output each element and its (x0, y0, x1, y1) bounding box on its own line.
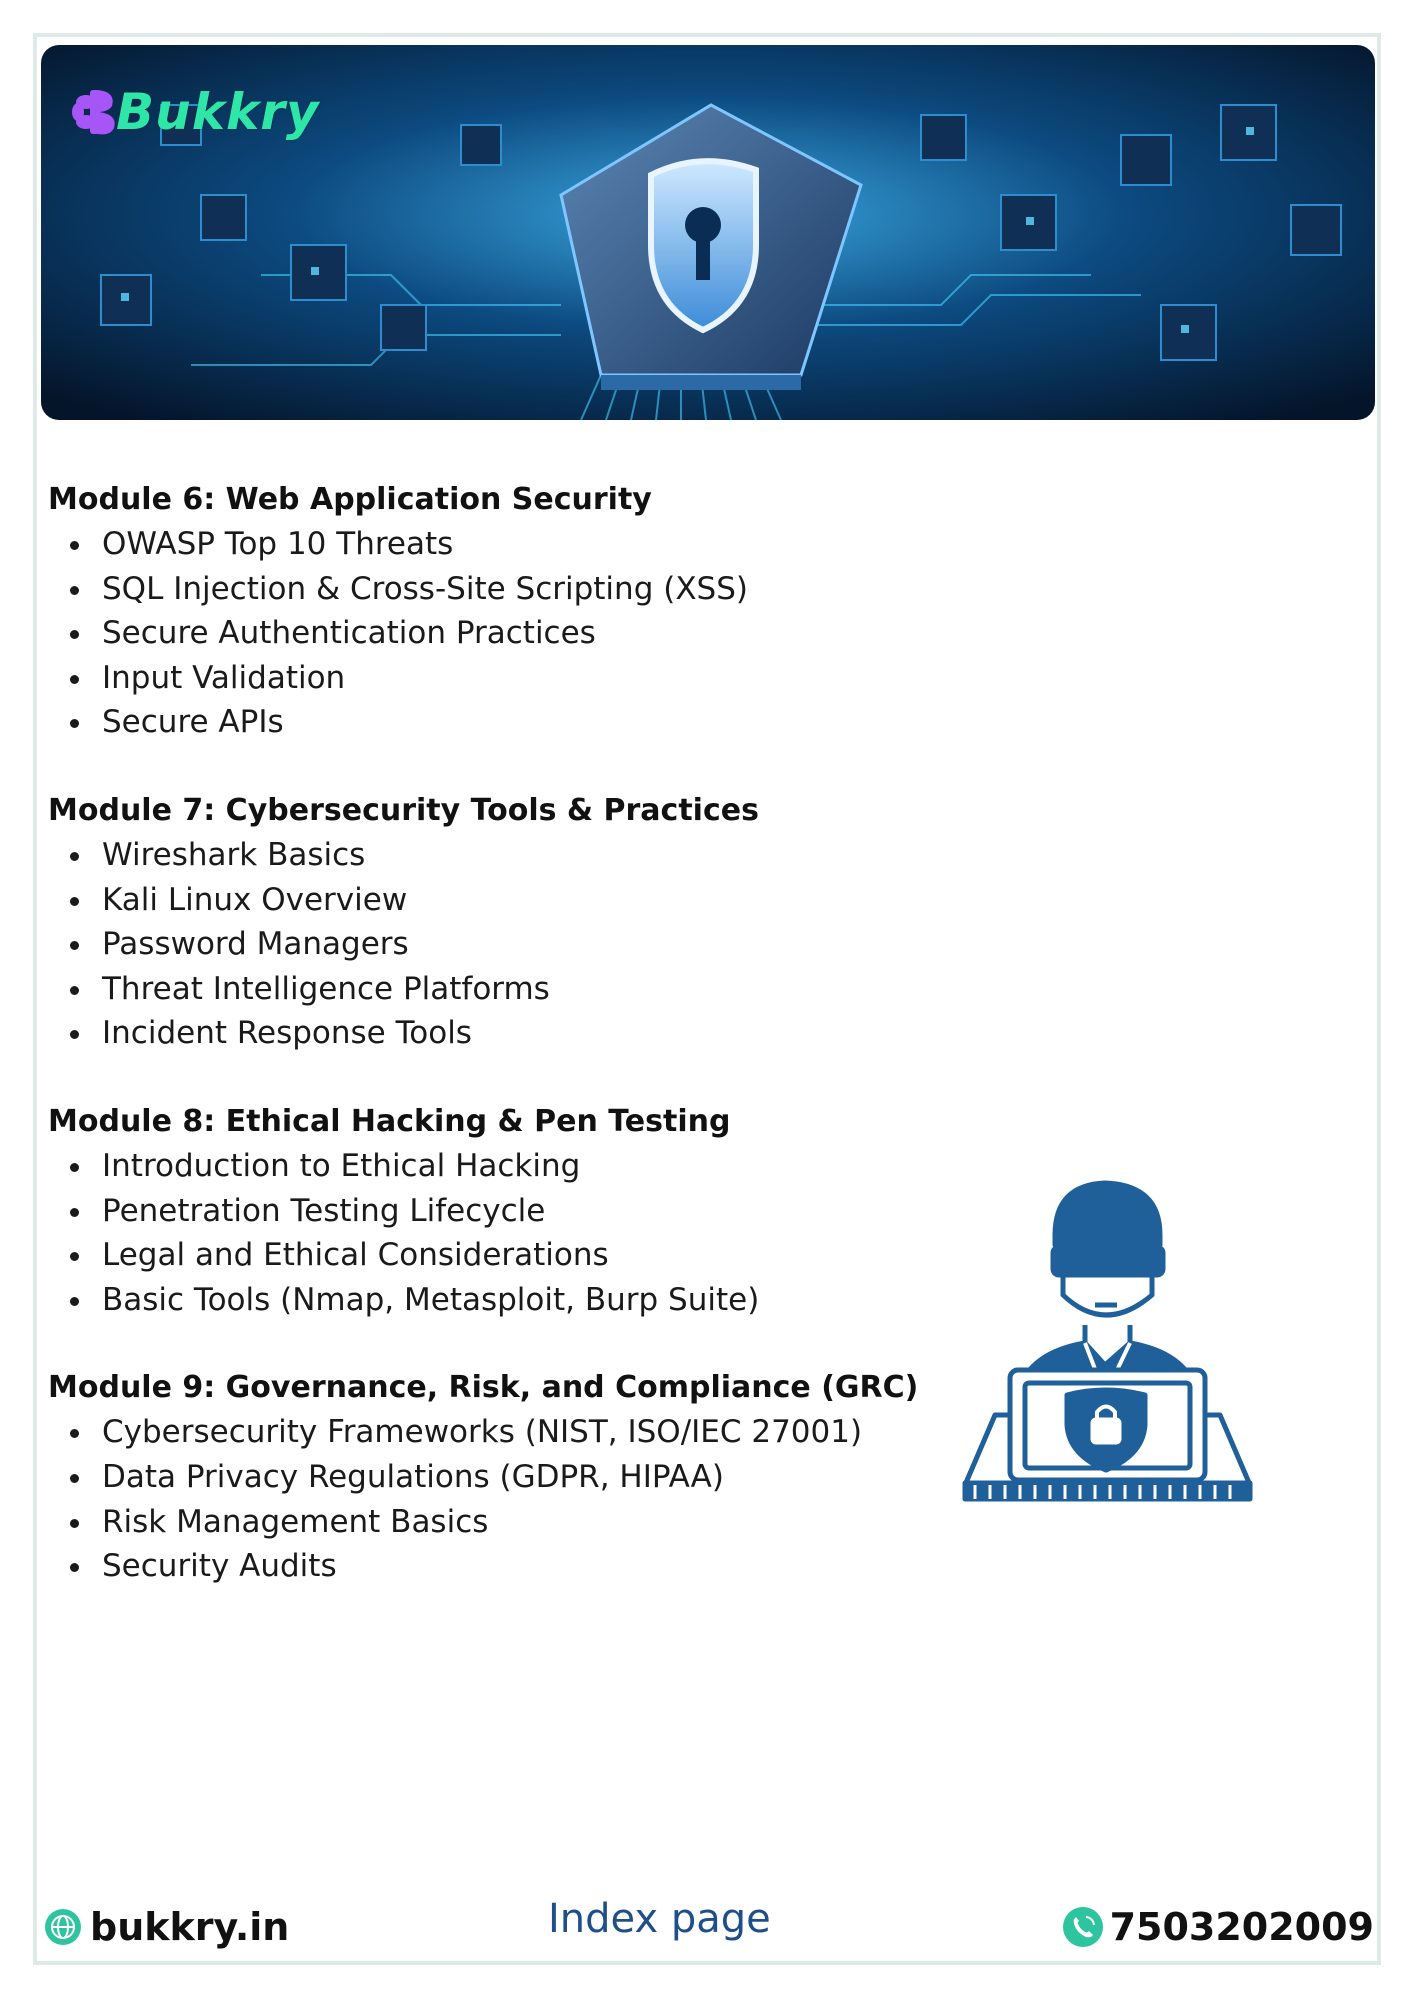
list-item: Risk Management Basics (48, 1500, 928, 1545)
list-item: Penetration Testing Lifecycle (48, 1189, 928, 1234)
module-title: Module 7: Cybersecurity Tools & Practices (48, 792, 759, 828)
globe-icon (44, 1908, 82, 1946)
list-item: Basic Tools (Nmap, Metasploit, Burp Suite) (48, 1278, 928, 1323)
module-8 (48, 1100, 928, 1322)
module-9 (48, 1366, 928, 1588)
list-item: Security Audits (48, 1544, 928, 1589)
footer-website[interactable] (44, 1905, 289, 1949)
list-item: Introduction to Ethical Hacking (48, 1144, 928, 1189)
phone-number[interactable]: 7503202009 (1109, 1905, 1374, 1949)
list-item: Data Privacy Regulations (GDPR, HIPAA) (48, 1455, 928, 1500)
list-item: Legal and Ethical Considerations (48, 1233, 928, 1278)
module-title: Module 6: Web Application Security (48, 482, 652, 517)
flower-logo-icon (72, 84, 116, 140)
module-7 (48, 789, 928, 1056)
list-item: Secure APIs (48, 700, 928, 745)
list-item: Cybersecurity Frameworks (NIST, ISO/IEC 27001) (48, 1410, 928, 1455)
list-item: Wireshark Basics (48, 833, 928, 878)
module-title: Module 9: Governance, Risk, and Compliance (GRC) (48, 1370, 919, 1406)
brand-logo (72, 82, 319, 142)
logo-text: Bukkry (116, 83, 320, 141)
list-item: Secure Authentication Practices (48, 611, 928, 656)
website-link[interactable]: bukkry.in (90, 1905, 290, 1949)
list-item: Kali Linux Overview (48, 878, 928, 923)
module-6 (48, 478, 928, 745)
footer-phone[interactable] (1062, 1905, 1374, 1949)
hacker-illustration (955, 1165, 1255, 1509)
module-title: Module 8: Ethical Hacking & Pen Testing (48, 1103, 731, 1139)
list-item: SQL Injection & Cross-Site Scripting (XSS) (48, 567, 928, 612)
list-item: OWASP Top 10 Threats (48, 522, 928, 567)
list-item: Input Validation (48, 656, 928, 701)
list-item: Threat Intelligence Platforms (48, 967, 928, 1012)
module-list (48, 478, 928, 1633)
footer-page-label: Index page (548, 1896, 771, 1942)
list-item: Incident Response Tools (48, 1011, 928, 1056)
list-item: Password Managers (48, 922, 928, 967)
phone-icon (1062, 1906, 1104, 1948)
